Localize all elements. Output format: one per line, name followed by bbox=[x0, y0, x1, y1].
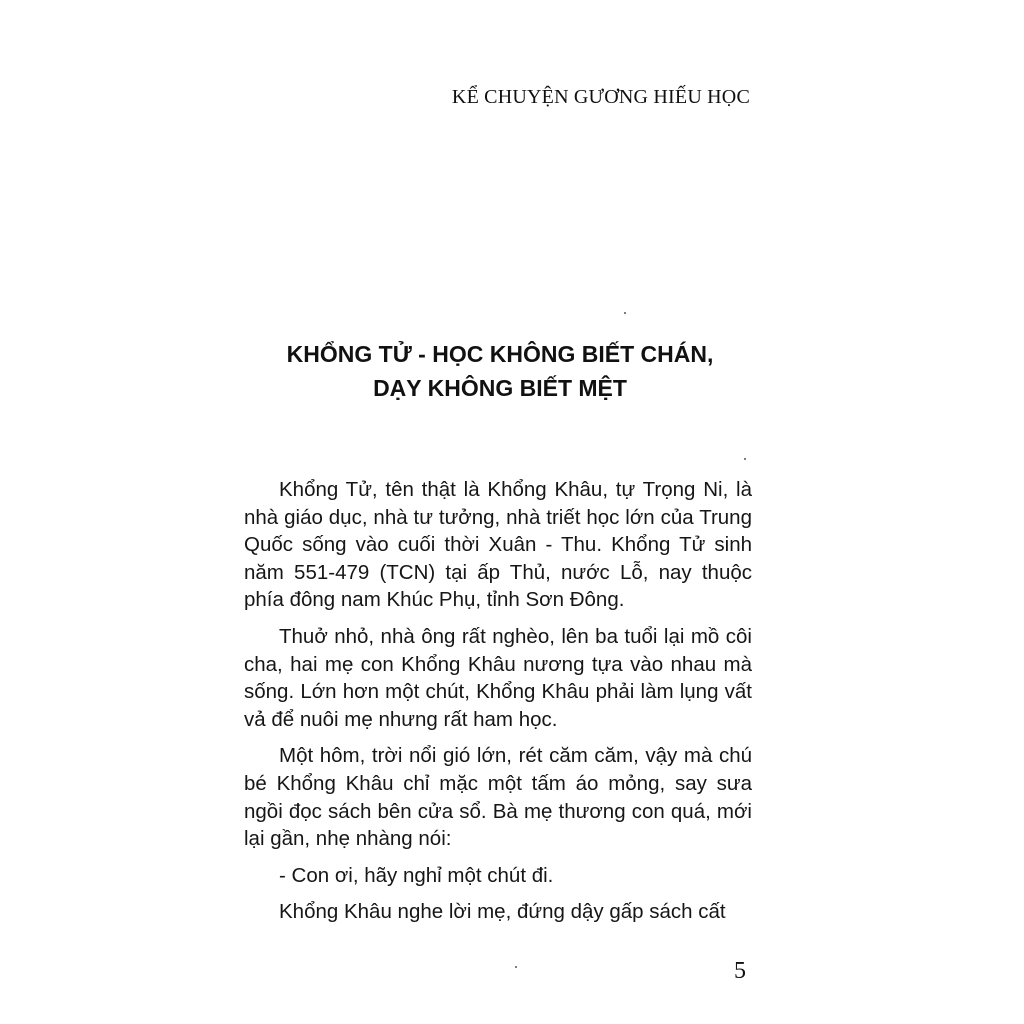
paragraph-cold-day: Một hôm, trời nổi gió lớn, rét căm căm, vậy mà chú bé Khổng Khâu chỉ mặc một tấm áo mỏng, say sưa ngồi đọc sách bên cửa sổ. Bà mẹ thương con quá, mới lại gần, nhẹ nhàng nói: bbox=[244, 744, 752, 851]
paragraph-childhood: Thuở nhỏ, nhà ông rất nghèo, lên ba tuổi lại mồ côi cha, hai mẹ con Khổng Khâu nương tựa vào nhau mà sống. Lớn hơn một chút, Khổng Khâu phải làm lụng vất vả để nuôi mẹ nhưng rất ham học. bbox=[244, 624, 752, 731]
scan-speck bbox=[515, 966, 517, 968]
chapter-title-line-2: DẠY KHÔNG BIẾT MỆT bbox=[373, 375, 627, 401]
paragraph-intro: Khổng Tử, tên thật là Khổng Khâu, tự Trọng Ni, là nhà giáo dục, nhà tư tưởng, nhà triết học lớn của Trung Quốc sống vào cuối thời Xuân - Thu. Khổng Tử sinh năm 551-479 (TCN) tại ấp Thủ, nước Lỗ, nay thuộc phía đông nam Khúc Phụ, tỉnh Sơn Đông. bbox=[244, 478, 752, 612]
paragraph-continuation: Khổng Khâu nghe lời mẹ, đứng dậy gấp sách cất bbox=[279, 900, 726, 924]
paragraph-dialogue: - Con ơi, hãy nghỉ một chút đi. bbox=[279, 863, 554, 887]
chapter-title bbox=[250, 337, 750, 405]
running-header: KỂ CHUYỆN GƯƠNG HIẾU HỌC bbox=[451, 86, 750, 108]
chapter-title-line-1: KHỔNG TỬ - HỌC KHÔNG BIẾT CHÁN, bbox=[286, 341, 714, 367]
scan-speck bbox=[744, 458, 746, 460]
body-text bbox=[244, 476, 752, 935]
scan-speck bbox=[624, 312, 626, 314]
page-number: 5 bbox=[734, 958, 746, 984]
